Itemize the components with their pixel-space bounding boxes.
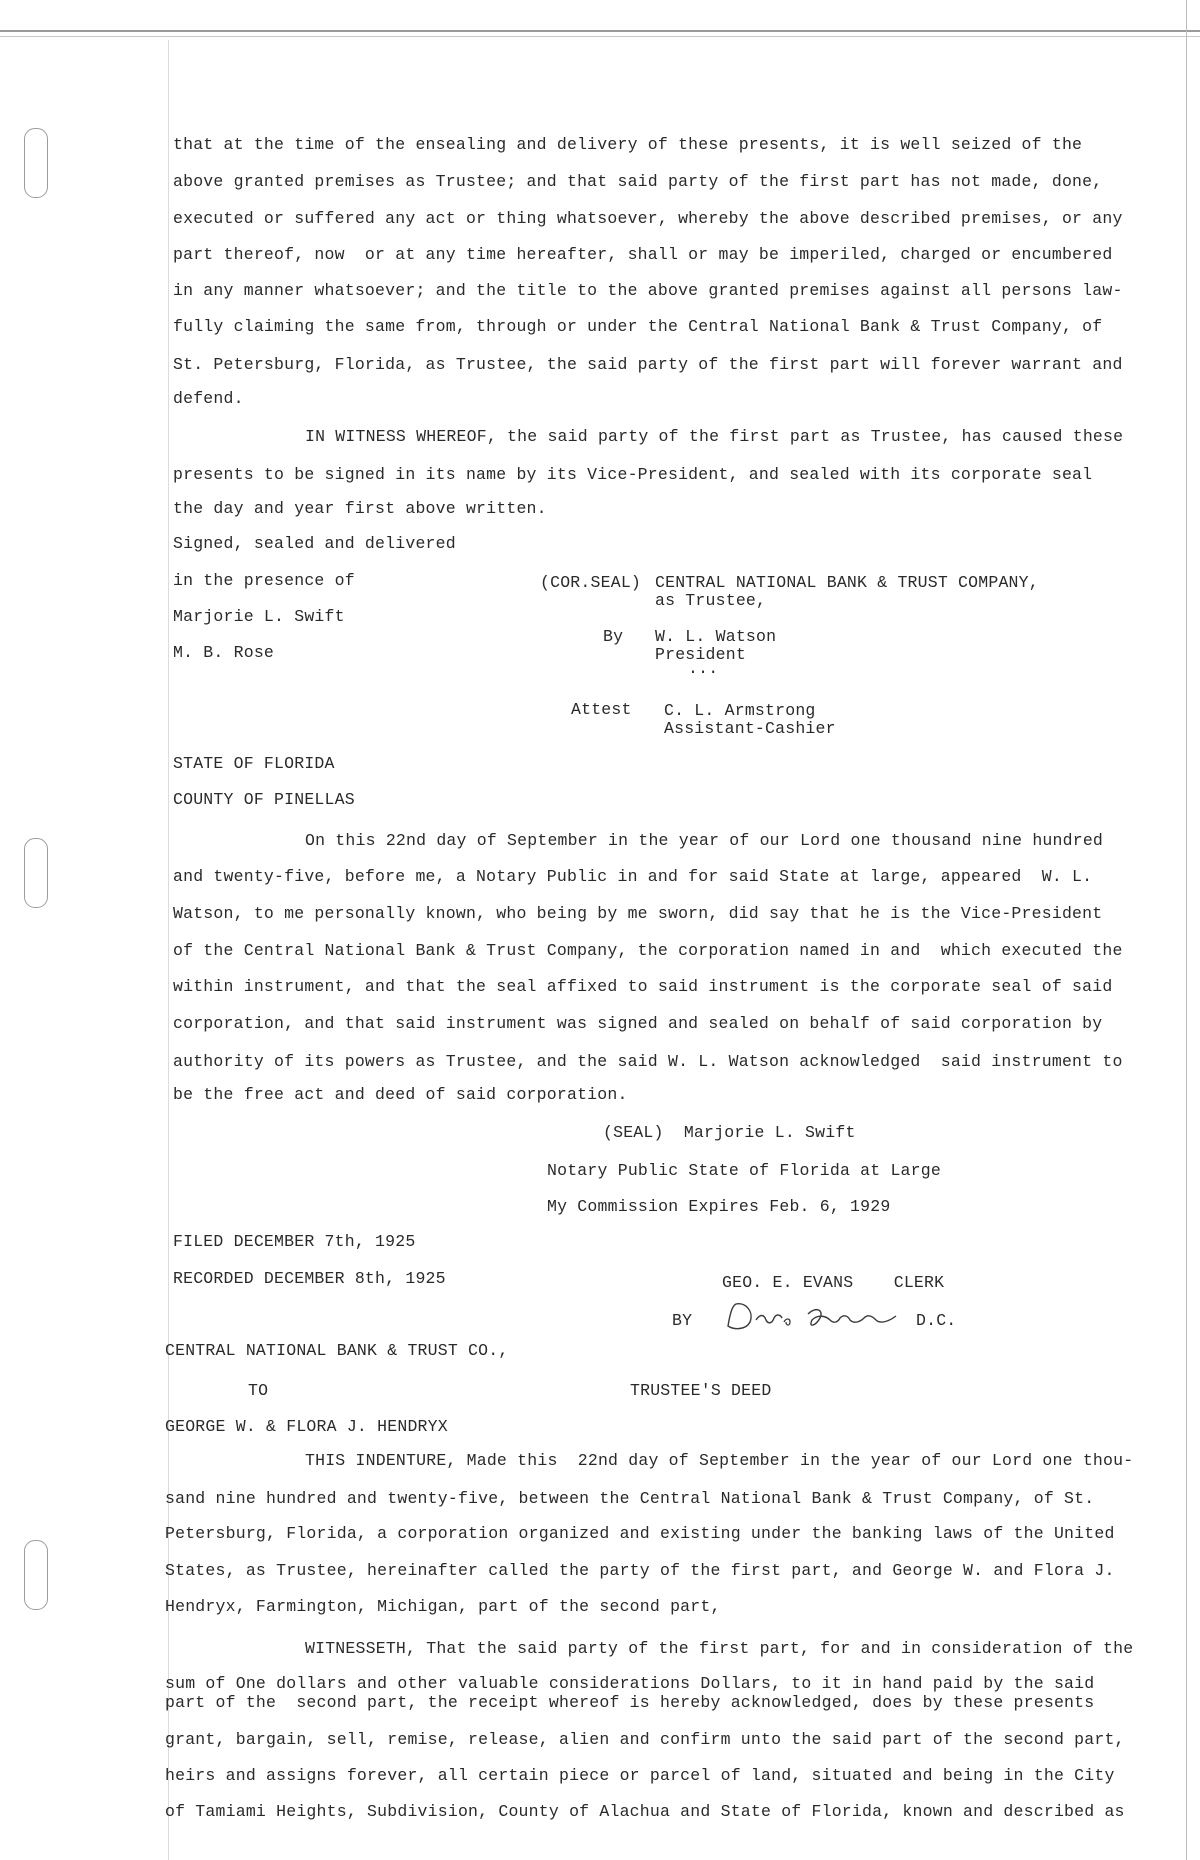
text-line: defend. bbox=[173, 389, 244, 408]
text-line: By bbox=[603, 627, 624, 646]
binder-hole-middle bbox=[24, 838, 48, 908]
text-line: On this 22nd day of September in the year of our Lord one thousand nine hundred bbox=[305, 831, 1104, 850]
text-line: above granted premises as Trustee; and that said party of the first part has not made, done, bbox=[173, 172, 1103, 191]
deputy-clerk-signature bbox=[720, 1300, 910, 1334]
text-line: BY bbox=[672, 1311, 693, 1330]
text-line: WITNESSETH, That the said party of the first part, for and in consideration of the bbox=[305, 1639, 1134, 1658]
grantee-heading: GEORGE W. & FLORA J. HENDRYX bbox=[165, 1417, 448, 1436]
text-line: heirs and assigns forever, all certain piece or parcel of land, situated and being in the City bbox=[165, 1766, 1115, 1785]
clerk-line: GEO. E. EVANS CLERK bbox=[722, 1273, 945, 1292]
text-line: authority of its powers as Trustee, and the said W. L. Watson acknowledged said instrument to bbox=[173, 1052, 1123, 1071]
text-line: D.C. bbox=[916, 1311, 957, 1330]
text-line: that at the time of the ensealing and delivery of these presents, it is well seized of the bbox=[173, 135, 1083, 154]
text-line: of Tamiami Heights, Subdivision, County of Alachua and State of Florida, known and described as bbox=[165, 1802, 1125, 1821]
text-line: ... bbox=[688, 659, 719, 678]
text-line: and twenty-five, before me, a Notary Public in and for said State at large, appeared W. L. bbox=[173, 867, 1093, 886]
text-line: the day and year first above written. bbox=[173, 499, 547, 518]
signer-name: W. L. Watson bbox=[655, 627, 777, 646]
notary-seal-line: (SEAL) Marjorie L. Swift bbox=[603, 1123, 856, 1142]
text-line: States, as Trustee, hereinafter called the party of the first part, and George W. and Flora J. bbox=[165, 1561, 1115, 1580]
text-line: grant, bargain, sell, remise, release, alien and confirm unto the said part of the second part, bbox=[165, 1730, 1125, 1749]
company-name: CENTRAL NATIONAL BANK & TRUST COMPANY, bbox=[655, 573, 1039, 592]
corporate-seal-label: (COR.SEAL) bbox=[540, 573, 642, 592]
grantor-heading: CENTRAL NATIONAL BANK & TRUST CO., bbox=[165, 1341, 509, 1360]
text-line: executed or suffered any act or thing whatsoever, whereby the above described premises, or any bbox=[173, 209, 1123, 228]
page-top-rule-secondary bbox=[0, 36, 1200, 37]
text-line: corporation, and that said instrument was signed and sealed on behalf of said corporation by bbox=[173, 1014, 1103, 1033]
text-line: within instrument, and that the seal affixed to said instrument is the corporate seal of said bbox=[173, 977, 1113, 996]
text-line: in the presence of bbox=[173, 571, 355, 590]
text-line: Notary Public State of Florida at Large bbox=[547, 1161, 941, 1180]
text-line: in any manner whatsoever; and the title to the above granted premises against all persons law- bbox=[173, 281, 1123, 300]
text-line: Petersburg, Florida, a corporation organized and existing under the banking laws of the United bbox=[165, 1524, 1115, 1543]
text-line: THIS INDENTURE, Made this 22nd day of September in the year of our Lord one thou- bbox=[305, 1451, 1134, 1470]
text-line: part thereof, now or at any time hereafter, shall or may be imperiled, charged or encumbered bbox=[173, 245, 1113, 264]
text-line: COUNTY OF PINELLAS bbox=[173, 790, 355, 809]
text-line: Signed, sealed and delivered bbox=[173, 534, 456, 553]
binder-hole-top bbox=[24, 128, 48, 198]
text-line: St. Petersburg, Florida, as Trustee, the said party of the first part will forever warrant and bbox=[173, 355, 1123, 374]
right-page-edge bbox=[1186, 0, 1187, 1860]
text-line: Hendryx, Farmington, Michigan, part of the second part, bbox=[165, 1597, 721, 1616]
recorded-date: RECORDED DECEMBER 8th, 1925 bbox=[173, 1269, 446, 1288]
deed-title: TRUSTEE'S DEED bbox=[630, 1381, 772, 1400]
text-line: of the Central National Bank & Trust Company, the corporation named in and which executed the bbox=[173, 941, 1123, 960]
text-line: part of the second part, the receipt whereof is hereby acknowledged, does by these presents bbox=[165, 1693, 1095, 1712]
page-top-rule bbox=[0, 30, 1200, 32]
binder-hole-bottom bbox=[24, 1540, 48, 1610]
attester-name: C. L. Armstrong bbox=[664, 701, 816, 720]
text-line: sum of One dollars and other valuable considerations Dollars, to it in hand paid by the said bbox=[165, 1674, 1095, 1693]
text-line: as Trustee, bbox=[655, 591, 767, 610]
text-line: Attest bbox=[571, 700, 632, 719]
left-margin-line bbox=[168, 40, 169, 1860]
text-line: presents to be signed in its name by its Vice-President, and sealed with its corporate seal bbox=[173, 465, 1093, 484]
filed-date: FILED DECEMBER 7th, 1925 bbox=[173, 1232, 416, 1251]
text-line: be the free act and deed of said corporation. bbox=[173, 1085, 628, 1104]
text-line: Watson, to me personally known, who being by me sworn, did say that he is the Vice-President bbox=[173, 904, 1103, 923]
text-line: sand nine hundred and twenty-five, between the Central National Bank & Trust Company, of St. bbox=[165, 1489, 1095, 1508]
text-line: TO bbox=[248, 1381, 269, 1400]
text-line: My Commission Expires Feb. 6, 1929 bbox=[547, 1197, 891, 1216]
text-line: STATE OF FLORIDA bbox=[173, 754, 335, 773]
attester-title: Assistant-Cashier bbox=[664, 719, 836, 738]
signer-title: President bbox=[655, 645, 746, 664]
witness-name: Marjorie L. Swift bbox=[173, 607, 345, 626]
witness-name: M. B. Rose bbox=[173, 643, 275, 662]
text-line: fully claiming the same from, through or under the Central National Bank & Trust Company, of bbox=[173, 317, 1103, 336]
text-line: IN WITNESS WHEREOF, the said party of the first part as Trustee, has caused these bbox=[305, 427, 1124, 446]
